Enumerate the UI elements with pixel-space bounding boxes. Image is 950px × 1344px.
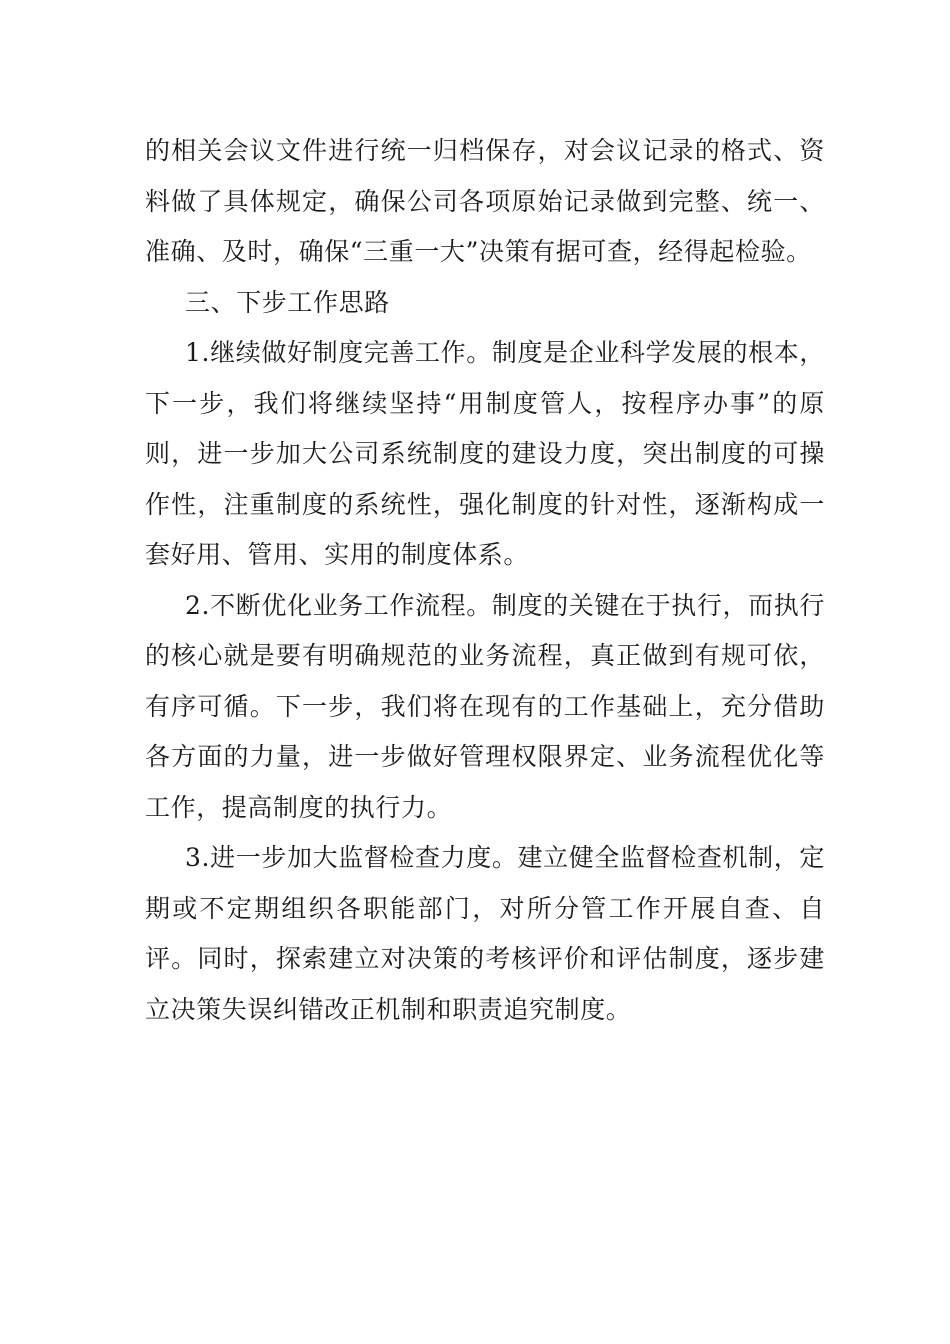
paragraph-item-1: 1.继续做好制度完善工作。制度是企业科学发展的根本，下一步，我们将继续坚持“用制度管人，按程序办事”的原则，进一步加大公司系统制度的建设力度，突出制度的可操作性，注重制度的系统性，强化制度的针对性，逐渐构成一套好用、管用、实用的制度体系。 bbox=[145, 338, 825, 569]
section-heading: 三、下步工作思路 bbox=[185, 287, 390, 317]
document-body bbox=[145, 126, 825, 1035]
paragraph-continuation: 的相关会议文件进行统一归档保存，对会议记录的格式、资料做了具体规定，确保公司各项原始记录做到完整、统一、准确、及时，确保“三重一大”决策有据可查，经得起检验。 bbox=[145, 136, 825, 266]
paragraph-item-3: 3.进一步加大监督检查力度。建立健全监督检查机制，定期或不定期组织各职能部门，对所分管工作开展自查、自评。同时，探索建立对决策的考核评价和评估制度，逐步建立决策失误纠错改正机制和职责追究制度。 bbox=[145, 843, 825, 1024]
paragraph-item-2: 2.不断优化业务工作流程。制度的关键在于执行，而执行的核心就是要有明确规范的业务流程，真正做到有规可依，有序可循。下一步，我们将在现有的工作基础上，充分借助各方面的力量，进一步做好管理权限界定、业务流程优化等工作，提高制度的执行力。 bbox=[145, 590, 825, 822]
